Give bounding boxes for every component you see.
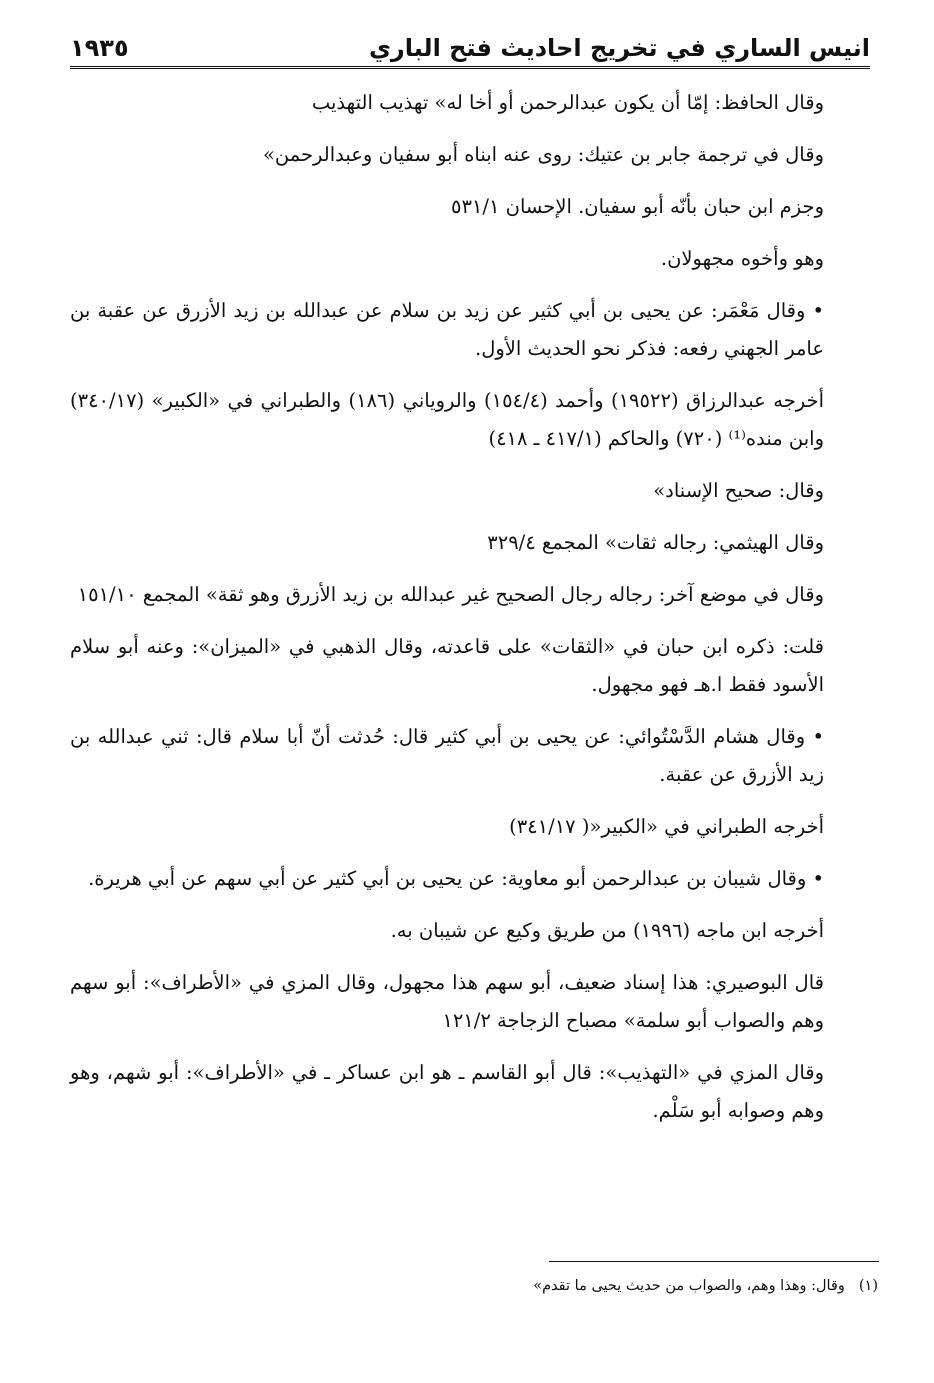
paragraph: وقال في موضع آخر: رجاله رجال الصحيح غير عبدالله بن زيد الأزرق وهو ثقة» المجمع ١٥١/١٠: [77, 583, 824, 606]
paragraph: وهو وأخوه مجهولان.: [660, 247, 824, 270]
paragraph: قال البوصيري: هذا إسناد ضعيف، أبو سهم هذا مجهول، وقال المزي في «الأطراف»: أبو سهم وهم والصواب أبو سلمة» مصباح الزجاجة ١٢١/٢: [70, 971, 824, 1032]
paragraph: أخرجه عبدالرزاق (١٩٥٢٢) وأحمد (١٥٤/٤) والروياني (١٨٦) والطبراني في «الكبير» (٣٤٠/١٧) وابن منده⁽¹⁾ (٧٢٠) والحاكم (٤١٧/١ ـ ٤١٨): [70, 389, 824, 450]
footnote: [70, 1273, 878, 1299]
paragraph: أخرجه ابن ماجه (١٩٩٦) من طريق وكيع عن شيبان به.: [390, 919, 824, 942]
running-header: [70, 30, 870, 69]
book-title: انيس الساري في تخريج احاديث فتح الباري: [368, 34, 870, 62]
footnote-marker: (١): [858, 1278, 878, 1294]
bullet-paragraph: • وقال مَعْمَر: عن يحيى بن أبي كثير عن زيد بن سلام عن عبدالله بن زيد الأزرق عن عقبة بن عامر الجهني رفعه: فذكر نحو الحديث الأول.: [70, 299, 824, 360]
paragraph: وقال الحافظ: إمّا أن يكون عبدالرحمن أو أخا له» تهذيب التهذيب: [311, 91, 824, 114]
paragraph: أخرجه الطبراني في «الكبير«( ٣٤١/١٧): [509, 815, 824, 838]
footnote-separator: [549, 1261, 879, 1262]
paragraph: قلت: ذكره ابن حبان في «الثقات» على قاعدته، وقال الذهبي في «الميزان»: وعنه أبو سلام الأسود فقط ا.هـ فهو مجهول.: [70, 635, 824, 696]
bullet-paragraph: • وقال هشام الدَّسْتُوائي: عن يحيى بن أبي كثير قال: حُدثت أنّ أبا سلام قال: ثني عبدالله بن زيد الأزرق عن عقبة.: [70, 725, 824, 786]
main-text: [70, 84, 870, 1144]
paragraph: وقال في ترجمة جابر بن عتيك: روى عنه ابناه أبو سفيان وعبدالرحمن»: [262, 143, 824, 166]
footnote-text: وقال: وهذا وهم، والصواب من حديث يحيى ما تقدم»: [533, 1278, 845, 1294]
paragraph: وجزم ابن حبان بأنّه أبو سفيان. الإحسان ٥٣١/١: [450, 195, 824, 218]
paragraph: وقال: صحيح الإسناد»: [653, 479, 824, 502]
paragraph: وقال الهيثمي: رجاله ثقات» المجمع ٣٢٩/٤: [487, 531, 824, 554]
paragraph: وقال المزي في «التهذيب»: قال أبو القاسم ـ هو ابن عساكر ـ في «الأطراف»: أبو شهم، وهو وهم وصوابه أبو سَلْم.: [70, 1061, 824, 1122]
bullet-paragraph: • وقال شيبان بن عبدالرحمن أبو معاوية: عن يحيى بن أبي كثير عن أبي سهم عن أبي هريرة.: [88, 867, 824, 890]
page-number: ١٩٣٥: [70, 34, 129, 62]
